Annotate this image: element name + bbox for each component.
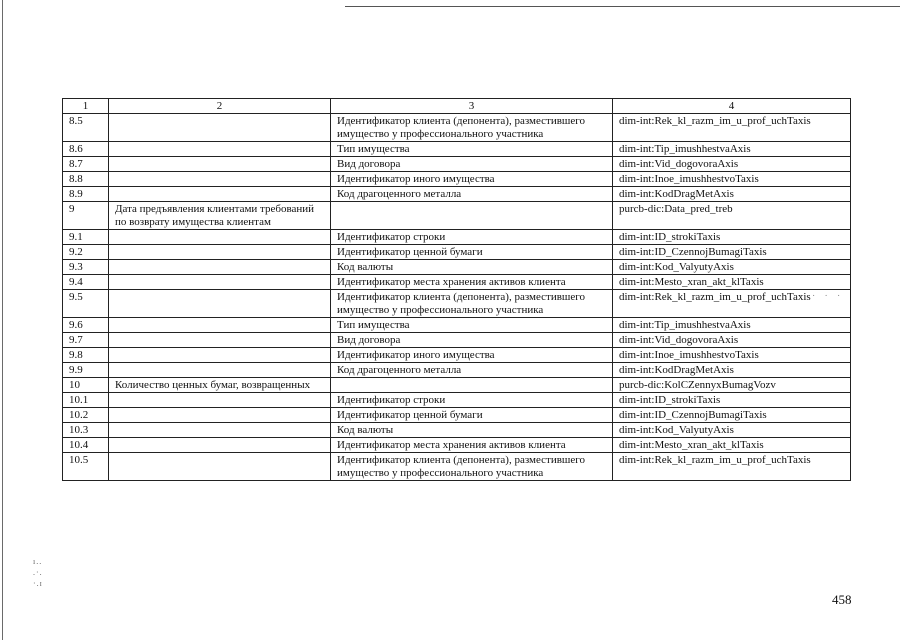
dimension-cell: Идентификатор клиента (депонента), разместившего имущество у профессионального участника xyxy=(331,453,613,481)
dimension-cell: Идентификатор строки xyxy=(331,230,613,245)
indicator-name-cell xyxy=(109,245,331,260)
row-number-cell: 9.6 xyxy=(63,318,109,333)
row-number-cell: 8.6 xyxy=(63,142,109,157)
indicator-name-cell xyxy=(109,290,331,318)
row-number-cell: 8.5 xyxy=(63,114,109,142)
code-cell: dim-int:Kod_ValyutyAxis xyxy=(613,423,851,438)
taxonomy-table xyxy=(62,98,851,481)
scan-artifact-marks: ı.. .·. ·.ɪ xyxy=(33,557,43,588)
row-number-cell: 9.9 xyxy=(63,363,109,378)
dimension-cell: Идентификатор иного имущества xyxy=(331,348,613,363)
row-number-cell: 10.5 xyxy=(63,453,109,481)
column-header-1: 1 xyxy=(63,99,109,114)
code-cell: dim-int:Vid_dogovoraAxis xyxy=(613,157,851,172)
table-row xyxy=(63,260,851,275)
dimension-cell: Код драгоценного металла xyxy=(331,187,613,202)
dimension-cell: Идентификатор ценной бумаги xyxy=(331,245,613,260)
table-row xyxy=(63,438,851,453)
table-row xyxy=(63,408,851,423)
code-cell: dim-int:ID_CzennojBumagiTaxis xyxy=(613,408,851,423)
code-cell: dim-int:Rek_kl_razm_im_u_prof_uchTaxis xyxy=(613,290,851,318)
table-row xyxy=(63,187,851,202)
indicator-name-cell xyxy=(109,187,331,202)
indicator-name-cell xyxy=(109,157,331,172)
row-number-cell: 9.7 xyxy=(63,333,109,348)
column-header-3: 3 xyxy=(331,99,613,114)
table-row xyxy=(63,348,851,363)
dimension-cell: Идентификатор иного имущества xyxy=(331,172,613,187)
column-header-2: 2 xyxy=(109,99,331,114)
row-number-cell: 8.8 xyxy=(63,172,109,187)
indicator-name-cell xyxy=(109,393,331,408)
table-row xyxy=(63,453,851,481)
row-number-cell: 10.4 xyxy=(63,438,109,453)
code-cell: dim-int:Vid_dogovoraAxis xyxy=(613,333,851,348)
code-cell: dim-int:Rek_kl_razm_im_u_prof_uchTaxis xyxy=(613,453,851,481)
dimension-cell: Идентификатор строки xyxy=(331,393,613,408)
dimension-cell: Тип имущества xyxy=(331,318,613,333)
table-row xyxy=(63,275,851,290)
row-number-cell: 9.1 xyxy=(63,230,109,245)
row-number-cell: 10.2 xyxy=(63,408,109,423)
code-cell: dim-int:KodDragMetAxis xyxy=(613,187,851,202)
indicator-name-cell xyxy=(109,423,331,438)
dimension-cell: Код валюты xyxy=(331,260,613,275)
code-cell: dim-int:Mesto_xran_akt_klTaxis xyxy=(613,275,851,290)
scan-border-left xyxy=(2,0,3,640)
table-row xyxy=(63,114,851,142)
table-body xyxy=(63,114,851,481)
page-number: 458 xyxy=(832,592,852,607)
dimension-cell: Код драгоценного металла xyxy=(331,363,613,378)
dimension-cell: Идентификатор места хранения активов клиента xyxy=(331,275,613,290)
code-cell: dim-int:Tip_imushhestvaAxis xyxy=(613,142,851,157)
row-number-cell: 9.8 xyxy=(63,348,109,363)
row-number-cell: 10.1 xyxy=(63,393,109,408)
dimension-cell: Вид договора xyxy=(331,157,613,172)
code-cell: dim-int:Tip_imushhestvaAxis xyxy=(613,318,851,333)
table-row xyxy=(63,393,851,408)
code-cell: dim-int:KodDragMetAxis xyxy=(613,363,851,378)
indicator-name-cell xyxy=(109,453,331,481)
indicator-name-cell xyxy=(109,438,331,453)
dimension-cell xyxy=(331,378,613,393)
table-row xyxy=(63,318,851,333)
indicator-name-cell xyxy=(109,333,331,348)
row-number-cell: 9.2 xyxy=(63,245,109,260)
dimension-cell: Код валюты xyxy=(331,423,613,438)
indicator-name-cell xyxy=(109,275,331,290)
dimension-cell: Идентификатор клиента (депонента), разместившего имущество у профессионального участника xyxy=(331,290,613,318)
scan-border-top xyxy=(345,6,900,7)
code-cell: dim-int:Inoe_imushhestvoTaxis xyxy=(613,348,851,363)
dimension-cell: Идентификатор клиента (депонента), разместившего имущество у профессионального участника xyxy=(331,114,613,142)
row-number-cell: 9.4 xyxy=(63,275,109,290)
indicator-name-cell xyxy=(109,408,331,423)
table-row xyxy=(63,378,851,393)
table-row xyxy=(63,202,851,230)
table-header-row xyxy=(63,99,851,114)
code-cell: purcb-dic:KolCZennyxBumagVozv xyxy=(613,378,851,393)
indicator-name-cell xyxy=(109,260,331,275)
indicator-name-cell xyxy=(109,230,331,245)
table-row xyxy=(63,157,851,172)
code-cell: dim-int:Inoe_imushhestvoTaxis xyxy=(613,172,851,187)
code-cell: dim-int:ID_strokiTaxis xyxy=(613,393,851,408)
code-cell: dim-int:ID_strokiTaxis xyxy=(613,230,851,245)
row-number-cell: 9.3 xyxy=(63,260,109,275)
row-number-cell: 8.7 xyxy=(63,157,109,172)
table-row xyxy=(63,245,851,260)
table-row xyxy=(63,290,851,318)
indicator-name-cell xyxy=(109,114,331,142)
dimension-cell: Тип имущества xyxy=(331,142,613,157)
row-number-cell: 8.9 xyxy=(63,187,109,202)
table-row xyxy=(63,142,851,157)
code-cell: dim-int:Kod_ValyutyAxis xyxy=(613,260,851,275)
indicator-name-cell: Дата предъявления клиентами требований по возврату имущества клиентам xyxy=(109,202,331,230)
indicator-name-cell xyxy=(109,363,331,378)
table-row xyxy=(63,423,851,438)
table-row xyxy=(63,230,851,245)
code-cell: dim-int:Mesto_xran_akt_klTaxis xyxy=(613,438,851,453)
indicator-name-cell xyxy=(109,318,331,333)
row-number-cell: 9 xyxy=(63,202,109,230)
code-cell: dim-int:ID_CzennojBumagiTaxis xyxy=(613,245,851,260)
code-cell: purcb-dic:Data_pred_treb xyxy=(613,202,851,230)
indicator-name-cell xyxy=(109,142,331,157)
scan-artifact-dots: . . . . xyxy=(800,288,844,298)
row-number-cell: 10 xyxy=(63,378,109,393)
table-row xyxy=(63,333,851,348)
dimension-cell xyxy=(331,202,613,230)
dimension-cell: Идентификатор места хранения активов клиента xyxy=(331,438,613,453)
column-header-4: 4 xyxy=(613,99,851,114)
row-number-cell: 10.3 xyxy=(63,423,109,438)
code-cell: dim-int:Rek_kl_razm_im_u_prof_uchTaxis xyxy=(613,114,851,142)
table-row xyxy=(63,172,851,187)
dimension-cell: Вид договора xyxy=(331,333,613,348)
indicator-name-cell xyxy=(109,348,331,363)
table-row xyxy=(63,363,851,378)
indicator-name-cell: Количество ценных бумаг, возвращенных xyxy=(109,378,331,393)
dimension-cell: Идентификатор ценной бумаги xyxy=(331,408,613,423)
indicator-name-cell xyxy=(109,172,331,187)
row-number-cell: 9.5 xyxy=(63,290,109,318)
